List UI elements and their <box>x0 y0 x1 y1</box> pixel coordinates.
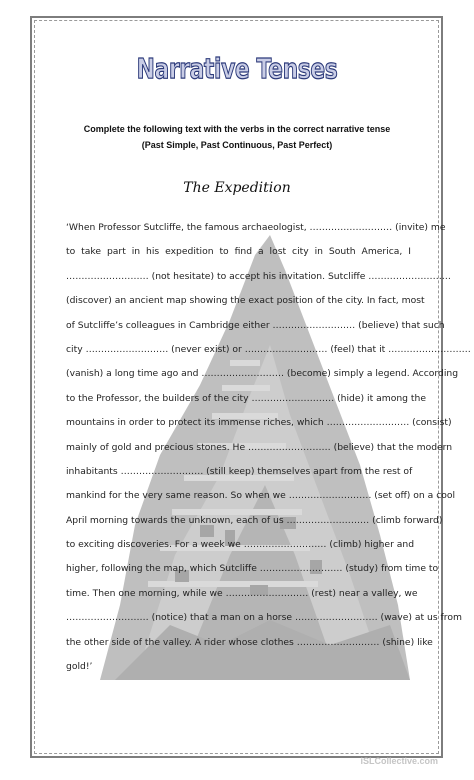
text-line: time. Then one morning, while we ……………………… (rest) near a valley, we <box>66 587 418 599</box>
text-line: (discover) an ancient map showing the exact position of the city. In fact, most <box>66 295 425 307</box>
text-line: mainly of gold and precious stones. He ……………………… (believe) that the modern <box>66 441 453 453</box>
text-line: to exciting discoveries. For a week we ……………………… (climb) higher and <box>66 539 415 551</box>
text-line: ……………………… (not hesitate) to accept his invitation. Sutcliffe ……………………… <box>66 270 451 282</box>
watermark: iSLCollective.com <box>360 756 438 766</box>
text-line: the other side of the valley. A rider whose clothes ……………………… (shine) like <box>66 636 433 648</box>
text-line: (vanish) a long time ago and ……………………… (become) simply a legend. According <box>66 368 459 380</box>
text-line: mankind for the very same reason. So when we ……………………… (set off) on a cool <box>66 490 456 502</box>
text-line: ……………………… (notice) that a man on a horse ……………………… (wave) at us from <box>66 612 462 624</box>
instructions <box>40 121 434 153</box>
worksheet-title: Narrative Tenses <box>136 52 338 85</box>
text-line: mountains in order to protect its immense riches, which ……………………… (consist) <box>66 417 452 429</box>
exercise-text <box>66 221 471 684</box>
text-line: city ……………………… (never exist) or ……………………… (feel) that it ……………………… <box>66 343 471 355</box>
story-title: The Expedition <box>183 180 291 196</box>
text-line: higher, following the map, which Sutcliffe ……………………… (study) from time to <box>66 563 439 575</box>
text-line: April morning towards the unknown, each of us ……………………… (climb forward) <box>66 514 443 526</box>
text-line: to take part in his expedition to find a lost city in South America, I <box>66 246 411 258</box>
text-line: gold!’ <box>66 661 93 673</box>
text-line: ‘When Professor Sutcliffe, the famous archaeologist, ……………………… (invite) me <box>66 222 446 233</box>
text-line: to the Professor, the builders of the city ……………………… (hide) it among the <box>66 392 426 404</box>
instruction-line: (Past Simple, Past Continuous, Past Perfect) <box>141 140 333 150</box>
text-line: of Sutcliffe’s colleagues in Cambridge either ……………………… (believe) that such <box>66 319 445 331</box>
instruction-line: Complete the following text with the verbs in the correct narrative tense <box>83 124 391 134</box>
text-line: inhabitants ……………………… (still keep) themselves apart from the rest of <box>66 465 413 477</box>
